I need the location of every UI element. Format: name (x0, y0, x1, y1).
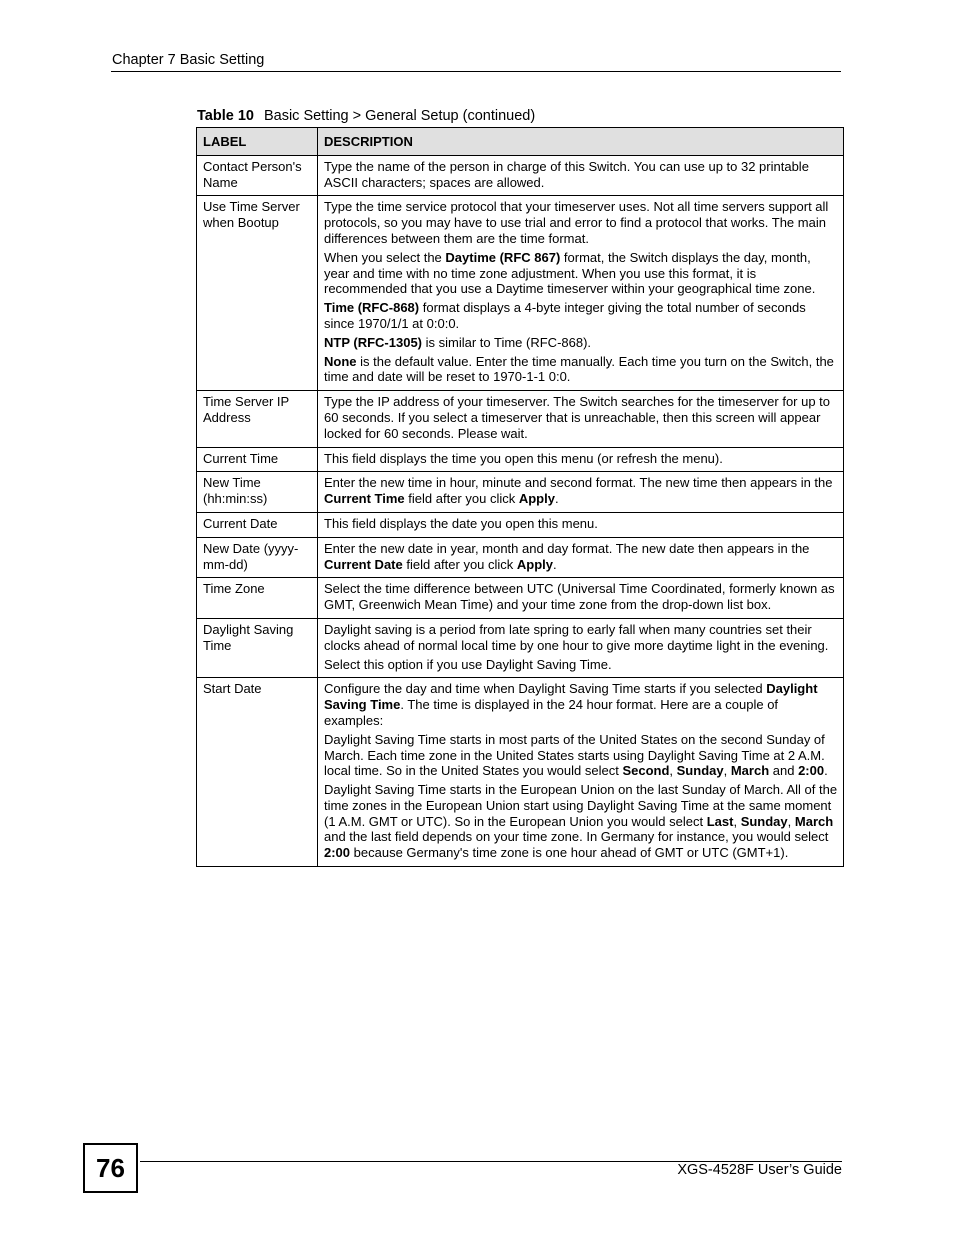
row-label: Use Time Server when Bootup (197, 196, 318, 391)
bold-term: Apply (516, 556, 554, 572)
description-paragraph (324, 732, 838, 779)
table-header-row (197, 128, 844, 156)
row-description (318, 472, 844, 513)
text-run: Type the IP address of your timeserver. The Switch searches for the timeserver for up to 60 seconds. If you select a timeserver that is unreachable, then this screen will appear locked for 60 seconds. Please wait. (324, 394, 831, 441)
row-label: New Date (yyyy-mm-dd) (197, 537, 318, 578)
table-row (197, 447, 844, 472)
text-run: format, the Switch displays the day, month, year and time with no time zone adjustment. When you use this format, it is recommended that you use a Daytime timeserver within your geographical time zone. (324, 249, 816, 297)
row-description (318, 678, 844, 867)
table-row (197, 512, 844, 537)
text-run: This field displays the time you open this menu (or refresh the menu). (324, 450, 723, 466)
bold-term: None (324, 353, 357, 369)
text-run: . The time is displayed in the 24 hour format. Here are a couple of examples: (324, 697, 779, 728)
row-description (318, 618, 844, 677)
header-rule (111, 71, 841, 72)
text-run: and the last field depends on your time zone. In Germany for instance, you would select (324, 829, 829, 845)
text-run: Enter the new date in year, month and day format. The new date then appears in the (324, 540, 810, 556)
text-run: is the default value. Enter the time manually. Each time you turn on the Switch, the time and date will be reset to 1970-1-1 0:0. (324, 353, 834, 385)
row-label: Time Zone (197, 578, 318, 619)
row-label: Daylight Saving Time (197, 618, 318, 677)
column-header-description: DESCRIPTION (318, 128, 844, 156)
table-row (197, 472, 844, 513)
bold-term: NTP (RFC-1305) (324, 334, 423, 350)
row-description (318, 512, 844, 537)
bold-term: March (730, 763, 770, 779)
text-run: because Germany's time zone is one hour ahead of GMT or UTC (GMT+1). (350, 845, 789, 861)
text-run: , (723, 763, 731, 779)
description-paragraph (324, 394, 838, 441)
text-run: Type the time service protocol that your timeserver uses. Not all time servers support all protocols, so you may have to use trial and error to find a protocol that works. The main differences between them are the time format. (324, 199, 829, 246)
bold-term: 2:00 (798, 763, 825, 779)
description-paragraph (324, 451, 838, 467)
text-run: Type the name of the person in charge of this Switch. You can use up to 32 printable ASCII characters; spaces are allowed. (324, 158, 809, 190)
bold-term: Last (706, 813, 734, 829)
description-paragraph (324, 516, 838, 532)
text-run: is similar to Time (RFC-868). (422, 334, 592, 350)
bold-term: Sunday (740, 813, 788, 829)
table-row (197, 196, 844, 391)
running-header: Chapter 7 Basic Setting (112, 52, 265, 68)
table-caption-text: Basic Setting > General Setup (continued) (263, 108, 536, 124)
bold-term: Current Date (324, 556, 403, 572)
text-run: format displays a 4-byte integer giving the total number of seconds since 1970/1/1 at 0:0:0. (324, 300, 806, 331)
bold-term: Time (RFC-868) (324, 300, 420, 316)
description-paragraph (324, 541, 838, 573)
row-label: Start Date (197, 678, 318, 867)
guide-title: XGS-4528F User’s Guide (677, 1162, 842, 1178)
row-description (318, 537, 844, 578)
text-run: , (787, 813, 795, 829)
description-paragraph (324, 159, 838, 191)
text-run: Enter the new time in hour, minute and second format. The new time then appears in the (324, 475, 833, 491)
description-paragraph (324, 199, 838, 246)
table-row (197, 578, 844, 619)
row-label: Contact Person's Name (197, 155, 318, 196)
table-body (197, 155, 844, 866)
bold-term: Current Time (324, 491, 405, 507)
text-run: field after you click (402, 556, 517, 572)
description-paragraph (324, 581, 838, 613)
row-description (318, 391, 844, 447)
bold-term: Daytime (RFC 867) (445, 249, 561, 265)
description-paragraph (324, 657, 838, 673)
description-paragraph (324, 622, 838, 654)
table-caption-label: Table 10 (197, 108, 254, 124)
text-run: Daylight Saving Time starts in the European Union on the last Sunday of March. All of the time zones in the European Union start using Daylight Saving Time at the same moment (1 A.M. GMT or UTC). So in the European Union you would select (324, 782, 838, 829)
text-run: and (769, 763, 799, 779)
text-run: Select this option if you use Daylight Saving Time. (324, 656, 612, 672)
description-paragraph (324, 354, 838, 386)
text-run: This field displays the date you open this menu. (324, 515, 598, 531)
bold-term: Second (622, 763, 670, 779)
table-caption (197, 108, 535, 124)
text-run: Select the time difference between UTC (Universal Time Coordinated, formerly known as GMT, Greenwich Mean Time) and your time zone from the drop-down list box. (324, 581, 835, 613)
bold-term: Sunday (676, 763, 724, 779)
row-description (318, 447, 844, 472)
bold-term: Apply (518, 491, 555, 507)
description-paragraph (324, 300, 838, 332)
table-row (197, 678, 844, 867)
table-row (197, 155, 844, 196)
column-header-label: LABEL (197, 128, 318, 156)
row-label: Current Date (197, 512, 318, 537)
page-number: 76 (83, 1143, 138, 1193)
table-row (197, 391, 844, 447)
table-row (197, 537, 844, 578)
text-run: , (733, 813, 741, 829)
row-description (318, 196, 844, 391)
text-run: . (553, 556, 557, 572)
text-run: Daylight saving is a period from late spring to early fall when many countries set their clocks ahead of normal local time by one hour to give more daytime light in the evening. (324, 621, 829, 653)
text-run: . (824, 763, 828, 779)
row-label: Current Time (197, 447, 318, 472)
text-run: Daylight Saving Time starts in most parts of the United States on the second Sunday of March. Each time zone in the United States starts using Daylight Saving Time at 2 A.M. local time. So in the United States you would select (324, 731, 825, 779)
text-run: When you select the (324, 249, 446, 265)
row-description (318, 578, 844, 619)
description-paragraph (324, 475, 838, 507)
settings-table (196, 127, 844, 867)
row-label: Time Server IP Address (197, 391, 318, 447)
bold-term: March (794, 813, 834, 829)
row-description (318, 155, 844, 196)
bold-term: 2:00 (324, 845, 351, 861)
bold-term: Daylight Saving Time (324, 681, 818, 713)
text-run: Configure the day and time when Daylight Saving Time starts if you selected (324, 681, 767, 697)
description-paragraph (324, 782, 838, 861)
description-paragraph (324, 335, 838, 351)
table-row (197, 618, 844, 677)
text-run: . (554, 491, 559, 507)
text-run: field after you click (404, 491, 519, 507)
text-run: , (669, 763, 677, 779)
row-label: New Time (hh:min:ss) (197, 472, 318, 513)
description-paragraph (324, 250, 838, 297)
description-paragraph (324, 681, 838, 728)
